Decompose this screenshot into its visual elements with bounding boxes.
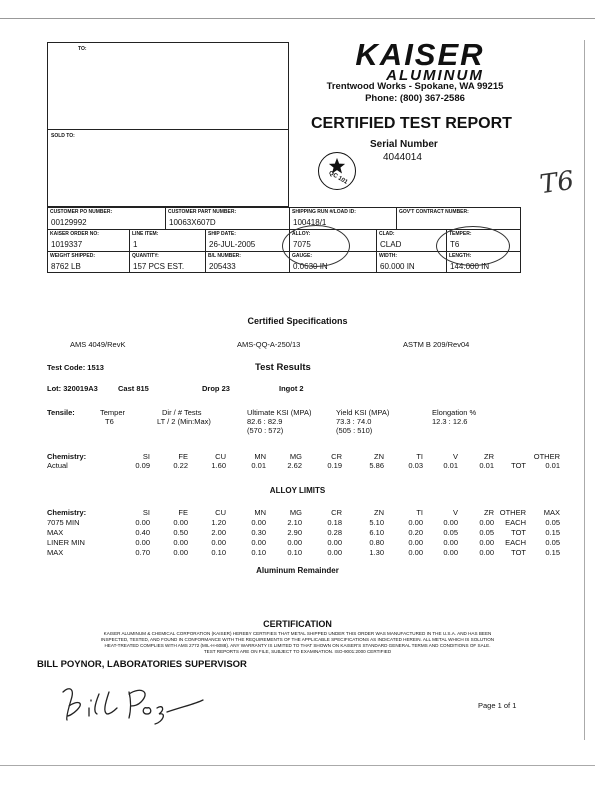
elongation-value: 12.3 : 12.6 <box>432 417 468 426</box>
company-logo <box>330 37 510 84</box>
limit-value: 0.00 <box>251 538 266 547</box>
limit-value: 0.05 <box>545 538 560 547</box>
signature-image <box>55 678 205 728</box>
yield-mpa: (505 : 510) <box>336 426 373 435</box>
clad: CLAD <box>380 240 402 249</box>
limit-value: 0.18 <box>327 518 342 527</box>
chem-element-header: FE <box>178 452 188 461</box>
company-name: KAISER <box>355 37 485 72</box>
limit-value: 0.00 <box>443 538 458 547</box>
chem-actual-value: 0.03 <box>408 461 423 470</box>
drop: Drop 23 <box>202 384 230 393</box>
scan-line-top <box>0 18 595 19</box>
yield-value: 73.3 : 74.0 <box>336 417 372 426</box>
quantity-cell: QUANTITY: 157 PCS EST. <box>129 251 205 273</box>
limit-value: 0.10 <box>251 548 266 557</box>
cert-line-1: KAISER ALUMINUM & CHEMICAL CORPORATION (KAISER) HEREBY CERTIFIES THAT METAL SHIPPED UNDER THIS ORDER WAS MANUFACTURED IN THE U.S.A. AND HAS BEEN <box>103 631 492 636</box>
report-title: CERTIFIED TEST REPORT <box>311 115 512 132</box>
cast: Cast 815 <box>118 384 149 393</box>
limit-value: 5.10 <box>369 518 384 527</box>
actual-label: Actual <box>47 461 68 470</box>
limit-value: 0.00 <box>408 538 423 547</box>
limit-value: 0.05 <box>479 528 494 537</box>
gauge: 0.0630 IN <box>293 262 328 271</box>
limit-value: 0.00 <box>408 518 423 527</box>
spec-1: AMS 4049/RevK <box>70 340 126 349</box>
customer-part-cell: CUSTOMER PART NUMBER: 10063X607D <box>165 207 289 229</box>
weight-cell: WEIGHT SHIPPED: 8762 LB <box>47 251 129 273</box>
length-cell: LENGTH: 144.000 IN <box>446 251 521 273</box>
chem-element-header: CU <box>215 452 226 461</box>
chem-actual-value: 0.01 <box>545 461 560 470</box>
chem-actual-value: 0.01 <box>479 461 494 470</box>
limit-element-header: TI <box>416 508 423 517</box>
chem-actual-value: 0.19 <box>327 461 342 470</box>
test-code: Test Code: 1513 <box>47 363 104 372</box>
limit-element-header: CR <box>331 508 342 517</box>
quantity: 157 PCS EST. <box>133 262 185 271</box>
limit-value: 0.00 <box>135 538 150 547</box>
limit-value: 0.00 <box>479 548 494 557</box>
limit-value: 0.00 <box>173 548 188 557</box>
chemistry-label: Chemistry: <box>47 452 87 461</box>
limit-value: 1.30 <box>369 548 384 557</box>
phone: Phone: (800) 367-2586 <box>365 93 465 104</box>
govt-contract-cell: GOV'T CONTRACT NUMBER: <box>396 207 521 229</box>
spec-2: AMS-QQ-A-250/13 <box>237 340 301 349</box>
chem-actual-value: 0.09 <box>135 461 150 470</box>
limit-value: 0.00 <box>327 538 342 547</box>
limit-value: 0.00 <box>173 518 188 527</box>
spec-3: ASTM B 209/Rev04 <box>403 340 470 349</box>
limit-value: 0.10 <box>287 548 302 557</box>
works-address: Trentwood Works - Spokane, WA 99215 <box>326 81 504 92</box>
limit-value: 0.15 <box>545 548 560 557</box>
dir-value: LT / 2 (Min:Max) <box>157 417 211 426</box>
limit-value: 6.10 <box>369 528 384 537</box>
chem-element-header: MG <box>289 452 302 461</box>
qc-stamp <box>318 152 356 190</box>
limit-value: 0.10 <box>211 548 226 557</box>
ultimate-value: 82.6 : 82.9 <box>247 417 283 426</box>
handwritten-note: T6 <box>538 165 576 201</box>
chem-element-header: ZR <box>484 452 494 461</box>
signer-name: BILL POYNOR, LABORATORIES SUPERVISOR <box>37 659 247 670</box>
ship-date: 26-JUL-2005 <box>209 240 256 249</box>
shipping-run-cell: SHIPPING RUN #/LOAD ID: 100418/1 <box>289 207 396 229</box>
pen-mark-alloy <box>282 225 350 267</box>
weight: 8762 LB <box>51 262 81 271</box>
line-item: 1 <box>133 240 138 249</box>
cert-line-4: TEST REPORTS ARE ON FILE, SUBJECT TO EXAMINATION. ISO-9001:2000 CERTIFIED <box>203 649 392 654</box>
sold-to-label: SOLD TO: <box>51 133 75 139</box>
limit-value: 2.90 <box>287 528 302 537</box>
chem-element-header: SI <box>142 452 150 461</box>
chem-element-header: MN <box>254 452 266 461</box>
elongation-header: Elongation % <box>432 408 477 417</box>
width-cell: WIDTH: 60.000 IN <box>376 251 446 273</box>
limit-value: 0.30 <box>251 528 266 537</box>
limit-value: EACH <box>505 518 526 527</box>
limit-value: TOT <box>511 548 526 557</box>
limit-element-header: SI <box>142 508 150 517</box>
limit-value: 0.00 <box>251 518 266 527</box>
chem-element-header: V <box>452 452 458 461</box>
clad-cell: CLAD: CLAD <box>376 229 446 251</box>
chem-actual-value: 5.86 <box>369 461 384 470</box>
limit-value: 0.00 <box>173 538 188 547</box>
chem-actual-value: 0.01 <box>443 461 458 470</box>
ship-date-cell: SHIP DATE: 26-JUL-2005 <box>205 229 289 251</box>
limit-value: 0.00 <box>443 548 458 557</box>
limit-element-header: MN <box>254 508 266 517</box>
limit-value: 1.20 <box>211 518 226 527</box>
chem-actual-value: 2.62 <box>287 461 302 470</box>
limit-element-header: CU <box>215 508 226 517</box>
limit-value: 0.00 <box>211 538 226 547</box>
ultimate-header: Ultimate KSI (MPA) <box>247 408 312 417</box>
limit-element-header: ZR <box>484 508 494 517</box>
limit-element-header: MAX <box>543 508 560 517</box>
limit-value: 0.00 <box>135 518 150 527</box>
limit-value: 0.50 <box>173 528 188 537</box>
customer-part: 10063X607D <box>169 218 216 227</box>
length: 144.000 IN <box>450 262 490 271</box>
scan-line-bottom <box>0 765 595 766</box>
limit-element-header: ZN <box>374 508 384 517</box>
tensile-label: Tensile: <box>47 408 75 417</box>
chem-element-header: ZN <box>374 452 384 461</box>
specs-title: Certified Specifications <box>247 316 348 326</box>
limit-element-header: FE <box>178 508 188 517</box>
limit-value: 0.00 <box>479 538 494 547</box>
limit-row-name: LINER MIN <box>47 538 85 547</box>
dir-header: Dir / # Tests <box>162 408 202 417</box>
ship-to-label: TO: <box>78 46 87 52</box>
limits-chemistry-label: Chemistry: <box>47 508 87 517</box>
limit-value: TOT <box>511 528 526 537</box>
serial-value: 4044014 <box>383 152 422 163</box>
temper-value: T6 <box>105 417 114 426</box>
limit-element-header: OTHER <box>499 508 526 517</box>
limit-value: 0.00 <box>479 518 494 527</box>
limit-value: 0.15 <box>545 528 560 537</box>
bl-number: 205433 <box>209 262 236 271</box>
yield-header: Yield KSI (MPA) <box>336 408 390 417</box>
chem-actual-value: 0.22 <box>173 461 188 470</box>
limit-value: 0.40 <box>135 528 150 537</box>
limit-value: 0.70 <box>135 548 150 557</box>
bl-cell: B/L NUMBER: 205433 <box>205 251 289 273</box>
cert-line-2: INSPECTED, TESTED, AND FOUND IN CONFORMANCE WITH THE REQUIREMENTS OF THE APPLICABLE SPECIFICATIONS AS INDICATED HEREIN. ALL METAL WHICH IS SOLUTION <box>100 637 495 642</box>
pen-mark-temper <box>436 226 510 266</box>
limit-value: 0.00 <box>443 518 458 527</box>
alloy: 7075 <box>293 240 311 249</box>
limits-title: ALLOY LIMITS <box>269 486 326 495</box>
temper: T6 <box>450 240 460 249</box>
chem-element-header: CR <box>331 452 342 461</box>
limit-value: 0.00 <box>327 548 342 557</box>
limit-value: 2.00 <box>211 528 226 537</box>
alloy-cell: ALLOY: 7075 <box>289 229 376 251</box>
page-number: Page 1 of 1 <box>478 701 517 710</box>
limit-value: 0.05 <box>545 518 560 527</box>
customer-po-cell: CUSTOMER PO NUMBER: 00129992 <box>47 207 165 229</box>
certification-title: CERTIFICATION <box>263 619 332 629</box>
chem-actual-value: 1.60 <box>211 461 226 470</box>
limit-value: 0.28 <box>327 528 342 537</box>
temper-cell: TEMPER: T6 <box>446 229 521 251</box>
ship-to-box <box>47 42 289 130</box>
customer-po: 00129992 <box>51 218 87 227</box>
limit-row-name: MAX <box>47 548 64 557</box>
cert-line-3: HEAT-TREATED COMPLIES WITH AMS 2772 (MIL-H-6088). ANY WARRANTY IS LIMITED TO THAT SHOWN ON KAISER'S STANDARD GENERAL TERMS AND CONDITIONS OF SALE. <box>104 643 491 648</box>
qc-stamp-text: QC 101 <box>327 170 349 186</box>
shipping-run: 100418/1 <box>293 218 327 227</box>
line-item-cell: LINE ITEM: 1 <box>129 229 205 251</box>
width: 60.000 IN <box>380 262 415 271</box>
kaiser-order: 1019337 <box>51 240 83 249</box>
ingot: Ingot 2 <box>279 384 304 393</box>
limit-value: 0.00 <box>287 538 302 547</box>
lot: Lot: 320019A3 <box>47 384 98 393</box>
limit-element-header: MG <box>289 508 302 517</box>
results-title: Test Results <box>255 362 311 373</box>
limit-value: 0.80 <box>369 538 384 547</box>
limit-element-header: V <box>452 508 458 517</box>
limit-value: 0.20 <box>408 528 423 537</box>
ultimate-mpa: (570 : 572) <box>247 426 284 435</box>
sold-to-box <box>47 130 289 207</box>
chem-actual-value: TOT <box>511 461 526 470</box>
kaiser-order-cell: KAISER ORDER NO: 1019337 <box>47 229 129 251</box>
serial-label: Serial Number <box>370 139 438 150</box>
limit-row-name: 7075 MIN <box>47 518 80 527</box>
chem-element-header: OTHER <box>533 452 560 461</box>
limit-value: EACH <box>505 538 526 547</box>
company-sub: ALUMINUM <box>386 67 484 84</box>
limit-row-name: MAX <box>47 528 64 537</box>
limit-value: 0.00 <box>408 548 423 557</box>
chem-element-header: TI <box>416 452 423 461</box>
gauge-cell: GAUGE: 0.0630 IN <box>289 251 376 273</box>
limit-value: 0.05 <box>443 528 458 537</box>
chem-actual-value: 0.01 <box>251 461 266 470</box>
temper-header: Temper <box>100 408 126 417</box>
limits-remainder: Aluminum Remainder <box>256 566 339 575</box>
limit-value: 2.10 <box>287 518 302 527</box>
